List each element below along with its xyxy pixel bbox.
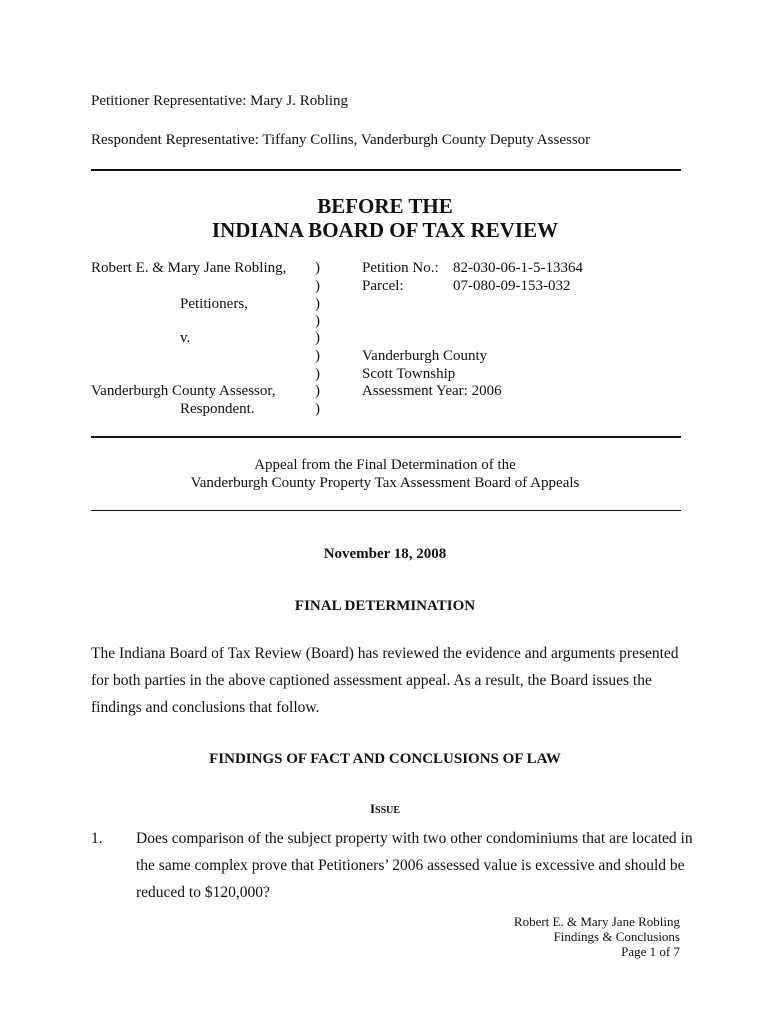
appeal-line-2: Vanderburgh County Property Tax Assessment Board of Appeals [190, 475, 580, 491]
footer-page-number: Page 1 of 7 [621, 944, 680, 959]
findings-heading: FINDINGS OF FACT AND CONCLUSIONS OF LAW [209, 751, 561, 767]
footer-doc-type: Findings & Conclusions [553, 929, 680, 944]
caption-paren: ) [315, 313, 320, 329]
caption-divider [91, 436, 681, 438]
footer-case-name: Robert E. & Mary Jane Robling [513, 914, 680, 929]
intro-line: for both parties in the above captioned assessment appeal. As a result, the Board issues the [91, 672, 652, 689]
caption-paren: ) [315, 260, 320, 276]
caption-paren: ) [315, 366, 320, 382]
issue-line: reduced to $120,000? [136, 884, 270, 901]
caption-paren: ) [315, 330, 320, 346]
versus-label: v. [180, 330, 191, 346]
caption-paren: ) [315, 348, 320, 364]
caption-paren: ) [315, 296, 320, 312]
issue-heading [0, 800, 770, 818]
decision-date: November 18, 2008 [323, 546, 447, 562]
issue-heading-first: I [369, 801, 376, 816]
page-footer [514, 914, 680, 959]
respondent-name: Vanderburgh County Assessor, [91, 383, 276, 399]
respondent-label: Respondent. [180, 401, 255, 417]
issue-heading-rest: SSUE [375, 805, 401, 816]
appeal-line-1: Appeal from the Final Determination of the [254, 457, 516, 473]
title-line-1: BEFORE THE [317, 194, 453, 218]
issue-line: the same complex prove that Petitioners’ 2006 assessed value is excessive and should be [136, 857, 685, 874]
parcel-label: Parcel: [362, 278, 404, 294]
top-divider [91, 169, 681, 171]
county: Vanderburgh County [362, 348, 488, 364]
parcel-value: 07-080-09-153-032 [453, 278, 571, 294]
petitioner-names: Robert E. & Mary Jane Robling, [91, 260, 287, 276]
issue-line: Does comparison of the subject property with two other condominiums that are located in [136, 830, 693, 847]
issue-number: 1. [91, 830, 103, 847]
final-determination-heading: FINAL DETERMINATION [294, 598, 476, 614]
petition-number-value: 82-030-06-1-5-13364 [453, 260, 583, 276]
assessment-year: Assessment Year: 2006 [362, 383, 502, 399]
township: Scott Township [362, 366, 456, 382]
caption-paren: ) [315, 383, 320, 399]
appeal-divider [91, 510, 681, 511]
petition-number-label: Petition No.: [362, 260, 439, 276]
caption-paren: ) [315, 401, 320, 417]
petitioners-label: Petitioners, [180, 296, 248, 312]
intro-line: The Indiana Board of Tax Review (Board) has reviewed the evidence and arguments presented [91, 645, 679, 662]
intro-line: findings and conclusions that follow. [91, 699, 320, 716]
title-line-2: INDIANA BOARD OF TAX REVIEW [211, 218, 559, 242]
caption-paren: ) [315, 278, 320, 294]
petitioner-representative: Petitioner Representative: Mary J. Robling [91, 93, 349, 109]
respondent-representative: Respondent Representative: Tiffany Collins, Vanderburgh County Deputy Assessor [91, 132, 591, 148]
